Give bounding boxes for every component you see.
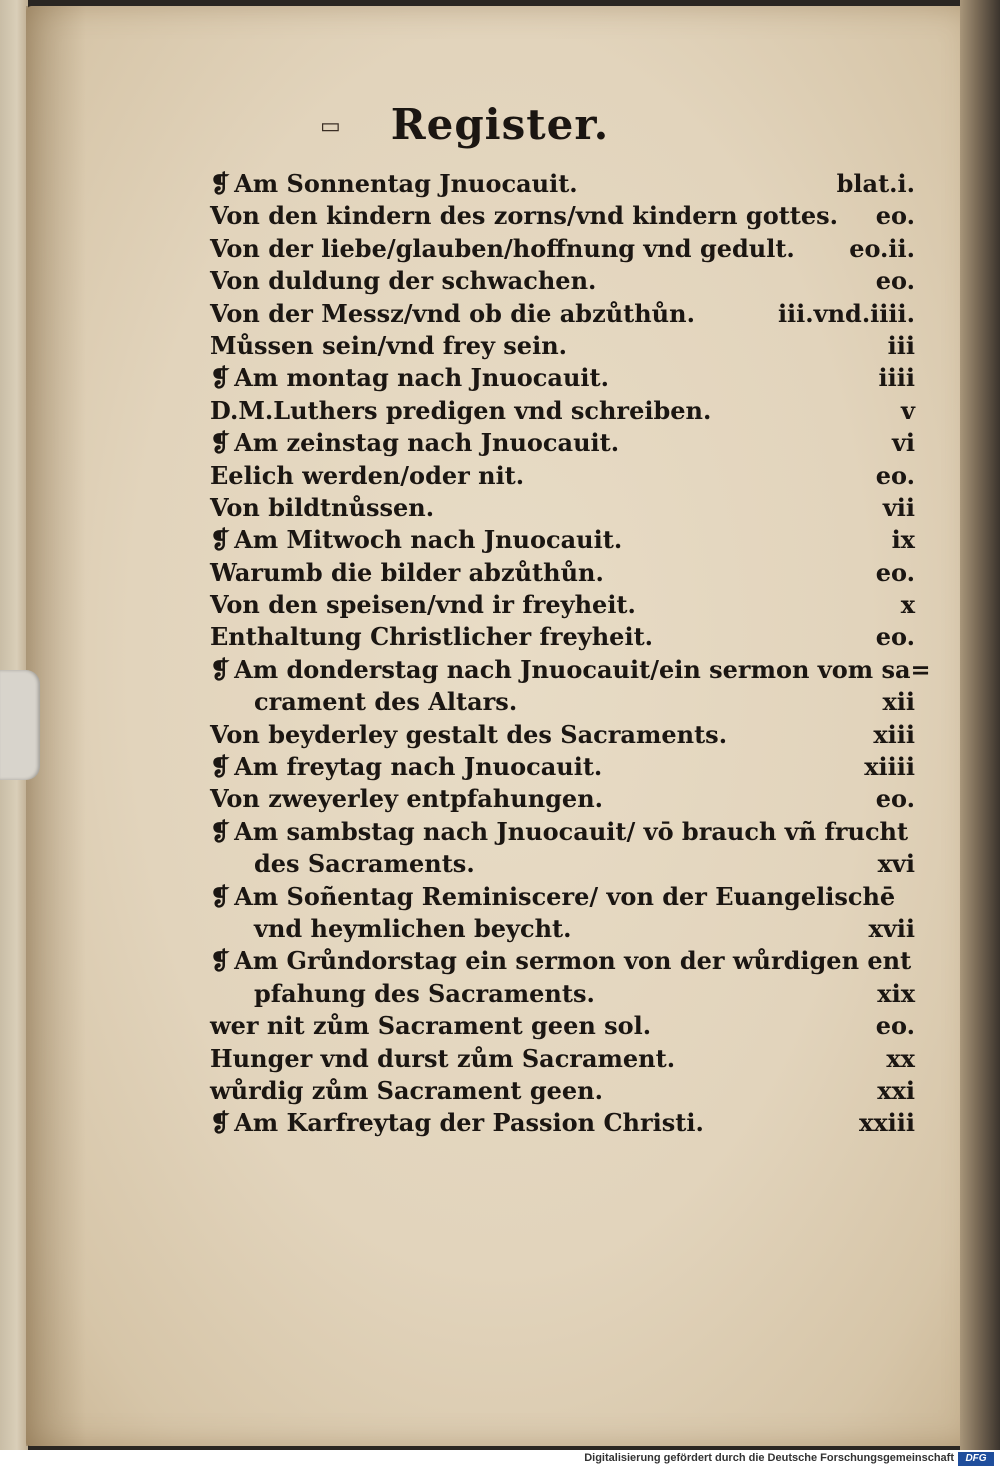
register-list (210, 168, 931, 1140)
entry-text: Am Sonnentag Jnuocauit. (234, 169, 578, 198)
register-entry (210, 1107, 915, 1139)
entry-title (210, 524, 622, 556)
entry-text: Am Grůndorstag ein sermon von der wůrdigen ent (234, 946, 912, 976)
register-entry (210, 654, 931, 686)
register-entry (210, 265, 915, 297)
register-entry (210, 589, 915, 621)
entry-title (210, 589, 636, 621)
entry-leaf-ref: xii (882, 687, 915, 717)
page-tab-strip (0, 670, 40, 780)
register-entry (210, 168, 915, 200)
entry-leaf-ref: iii.vnd.iiii. (777, 298, 915, 328)
register-entry (210, 719, 915, 751)
register-entry (210, 492, 915, 524)
entry-title (210, 330, 567, 362)
entry-leaf-ref: ix (891, 525, 915, 555)
entry-title (210, 654, 931, 686)
entry-title (210, 1107, 704, 1139)
register-entry (210, 881, 915, 913)
entry-text: Von beyderley gestalt des Sacraments. (210, 719, 728, 749)
register-entry (210, 783, 915, 815)
register-entry (210, 621, 915, 653)
entry-text: Von der Messz/vnd ob die abzůthůn. (210, 298, 695, 328)
entry-leaf-ref: eo. (875, 460, 915, 490)
entry-title (210, 362, 609, 394)
entry-text: des Sacraments. (254, 849, 475, 879)
entry-leaf-ref: iiii (878, 363, 915, 393)
entry-leaf-ref: eo. (875, 622, 915, 652)
entry-text: Von duldung der schwachen. (210, 266, 597, 296)
entry-leaf-ref: vii (882, 492, 915, 522)
entry-title (210, 427, 619, 459)
pilcrow-icon: ❡ (210, 169, 231, 198)
entry-leaf-ref: xiii (873, 719, 915, 749)
entry-title (210, 719, 727, 751)
pilcrow-icon: ❡ (210, 363, 231, 393)
register-entry (210, 460, 915, 492)
entry-text: Am Mitwoch nach Jnuocauit. (234, 525, 623, 555)
pilcrow-icon: ❡ (210, 752, 231, 782)
register-entry (210, 751, 915, 783)
entry-text: pfahung des Sacraments. (254, 978, 595, 1008)
entry-text: Am Soñentag Reminiscere/ von der Euangelischē (234, 881, 896, 911)
entry-leaf-ref: iii (887, 330, 915, 360)
entry-leaf-ref: xxiii (859, 1108, 915, 1138)
entry-text: Am zeinstag nach Jnuocauit. (234, 428, 620, 458)
pilcrow-icon: ❡ (210, 946, 231, 976)
entry-leaf-ref: xiiii (864, 752, 915, 782)
register-entry (210, 848, 915, 880)
register-entry (210, 686, 915, 718)
entry-title (210, 945, 911, 977)
entry-title (254, 686, 517, 718)
pilcrow-icon: ❡ (210, 881, 231, 911)
entry-leaf-ref: xvi (877, 849, 915, 879)
pilcrow-icon: ❡ (210, 654, 231, 684)
entry-leaf-ref: eo. (875, 201, 915, 231)
entry-text: Eelich werden/oder nit. (210, 460, 525, 490)
entry-leaf-ref: x (900, 590, 915, 620)
entry-title (210, 1075, 603, 1107)
entry-title (210, 395, 711, 427)
pilcrow-icon: ❡ (210, 1108, 231, 1138)
entry-leaf-ref: vi (891, 428, 915, 458)
right-page-edge (960, 0, 1000, 1450)
entry-leaf-ref: xvii (868, 913, 915, 943)
entry-text: Warumb die bilder abzůthůn. (210, 557, 604, 587)
footer-credit: Digitalisierung gefördert durch die Deutsche Forschungsgemeinschaft (584, 1452, 954, 1464)
register-entry (210, 978, 915, 1010)
entry-text: D.M.Luthers predigen vnd schreiben. (210, 395, 712, 425)
entry-title (210, 557, 604, 589)
entry-title (210, 298, 695, 330)
entry-text: Am freytag nach Jnuocauit. (234, 752, 603, 782)
entry-text: Von der liebe/glauben/hoffnung vnd gedult. (210, 233, 795, 263)
entry-leaf-ref: eo. (875, 1011, 915, 1041)
register-entry (210, 816, 915, 848)
entry-text: wer nit zům Sacrament geen sol. (210, 1011, 652, 1041)
entry-text: Hunger vnd durst zům Sacrament. (210, 1043, 676, 1073)
register-entry (210, 395, 915, 427)
entry-title (210, 168, 578, 200)
entry-title (210, 1010, 651, 1042)
entry-title (210, 233, 795, 265)
register-entry (210, 330, 915, 362)
entry-text: wůrdig zům Sacrament geen. (210, 1075, 603, 1105)
entry-text: vnd heymlichen beycht. (254, 913, 572, 943)
entry-title (210, 265, 596, 297)
register-entry (210, 524, 915, 556)
entry-title (254, 913, 571, 945)
entry-leaf-ref: eo.ii. (849, 233, 915, 263)
entry-text: Enthaltung Christlicher freyheit. (210, 622, 654, 652)
entry-title (210, 751, 602, 783)
register-entry (210, 557, 915, 589)
register-entry (210, 945, 915, 977)
register-entry (210, 1043, 915, 1075)
entry-title (210, 783, 603, 815)
entry-leaf-ref: xix (877, 978, 915, 1008)
dfg-logo: DFG (958, 1452, 994, 1466)
marginal-mark: ▭ (320, 114, 341, 139)
entry-leaf-ref: eo. (875, 266, 915, 296)
entry-title (254, 978, 595, 1010)
entry-leaf-ref: xxi (877, 1075, 915, 1105)
pilcrow-icon: ❡ (210, 428, 231, 458)
entry-title (210, 492, 434, 524)
entry-title (210, 200, 838, 232)
register-entry (210, 200, 915, 232)
entry-leaf-ref: v (901, 395, 915, 425)
entry-text: Am montag nach Jnuocauit. (234, 363, 609, 393)
entry-text: Von den kindern des zorns/vnd kindern gottes. (210, 201, 839, 231)
pilcrow-icon: ❡ (210, 525, 231, 555)
register-entry (210, 913, 915, 945)
entry-title (210, 881, 895, 913)
entry-text: Von den speisen/vnd ir freyheit. (210, 590, 636, 620)
entry-leaf-ref: eo. (875, 557, 915, 587)
entry-leaf-ref: xx (886, 1043, 915, 1073)
page-title: Register. (390, 100, 610, 149)
entry-title (210, 1043, 675, 1075)
entry-text: Můssen sein/vnd frey sein. (210, 330, 567, 360)
entry-text: Von bildtnůssen. (210, 492, 435, 522)
entry-title (210, 816, 908, 848)
register-entry (210, 1075, 915, 1107)
entry-text: Von zweyerley entpfahungen. (210, 784, 603, 814)
entry-leaf-ref: blat.i. (836, 169, 915, 198)
register-entry (210, 362, 915, 394)
entry-title (254, 848, 475, 880)
entry-leaf-ref: eo. (875, 784, 915, 814)
entry-title (210, 460, 524, 492)
entry-title (210, 621, 653, 653)
register-entry (210, 427, 915, 459)
register-entry (210, 233, 915, 265)
entry-text: Am Karfreytag der Passion Christi. (234, 1108, 704, 1138)
entry-text: Am sambstag nach Jnuocauit/ vō brauch vñ frucht (234, 816, 909, 846)
entry-text: Am donderstag nach Jnuocauit/ein sermon vom sa= (234, 654, 931, 684)
register-entry (210, 298, 915, 330)
register-entry (210, 1010, 915, 1042)
pilcrow-icon: ❡ (210, 816, 231, 846)
entry-text: crament des Altars. (254, 687, 518, 717)
